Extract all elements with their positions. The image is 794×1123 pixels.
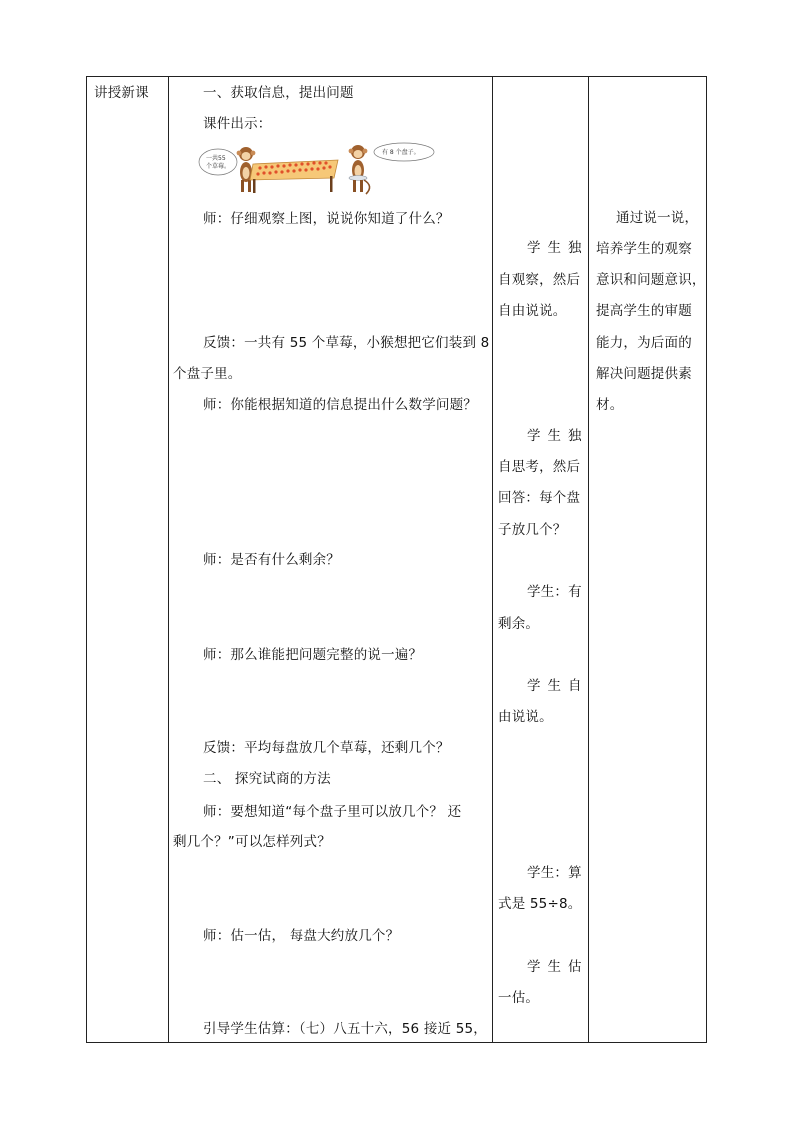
teacher-line-remainder: 师：是否有什么剩余？ bbox=[203, 552, 340, 568]
student-f-line1: 学生估 bbox=[527, 959, 589, 975]
note-line2: 培养学生的观察 bbox=[596, 241, 692, 257]
student-c-line2: 剩余。 bbox=[498, 616, 540, 632]
section-label: 讲授新课 bbox=[94, 85, 149, 101]
heading-get-info: 一、获取信息，提出问题 bbox=[203, 85, 354, 101]
column-divider bbox=[588, 76, 589, 1043]
teacher-line-question: 师：你能根据知道的信息提出什么数学问题？ bbox=[203, 397, 477, 413]
feedback-line-1-cont: 个盘子里。 bbox=[173, 366, 242, 382]
teacher-line-observe: 师：仔细观察上图，说说你知道了什么？ bbox=[203, 211, 450, 227]
column-divider bbox=[168, 76, 169, 1043]
courseware-label: 课件出示： bbox=[203, 116, 272, 132]
teacher-line-repeat: 师：那么谁能把问题完整的说一遍？ bbox=[203, 647, 423, 663]
teacher-line-estimate: 师：估一估， 每盘大约放几个？ bbox=[203, 928, 400, 944]
student-c-line1: 学生：有 bbox=[527, 584, 582, 600]
note-line3: 意识和问题意识， bbox=[596, 272, 706, 288]
student-e-line1: 学生：算 bbox=[527, 865, 582, 881]
teacher-line-equation: 师：要想知道“每个盘子里可以放几个？ 还 bbox=[203, 804, 462, 820]
strawberry-table-icon bbox=[250, 160, 338, 193]
student-b-line4: 子放几个？ bbox=[498, 522, 567, 538]
note-line5: 能力，为后面的 bbox=[596, 335, 692, 351]
note-line7: 材。 bbox=[596, 397, 624, 413]
bubble-left-line2: 个草莓。 bbox=[206, 163, 231, 170]
student-a-line2: 自观察，然后 bbox=[498, 272, 581, 288]
bubble-left-line1: 一共55 bbox=[206, 155, 226, 162]
student-f-line2: 一估。 bbox=[498, 990, 540, 1006]
student-b-line2: 自思考，然后 bbox=[498, 459, 581, 475]
student-a-line3: 自由说说。 bbox=[498, 303, 567, 319]
bubble-right-text: 有 8 个盘子。 bbox=[382, 149, 420, 156]
feedback-line-1: 反馈：一共有 55 个草莓，小猴想把它们装到 8 bbox=[203, 335, 490, 351]
student-b-line3: 回答：每个盘 bbox=[498, 490, 581, 506]
note-line6: 解决问题提供素 bbox=[596, 366, 692, 382]
student-e-line2: 式是 55÷8。 bbox=[498, 896, 582, 912]
note-line1: 通过说一说， bbox=[616, 210, 699, 226]
monkeys-strawberry-illustration bbox=[198, 140, 438, 198]
heading-explore: 二、 探究试商的方法 bbox=[203, 771, 331, 787]
monkey-right-icon bbox=[349, 145, 370, 194]
column-divider bbox=[492, 76, 493, 1043]
guide-estimate-line: 引导学生估算：（七）八五十六，56 接近 55， bbox=[203, 1021, 487, 1037]
feedback-line-2: 反馈：平均每盘放几个草莓，还剩几个？ bbox=[203, 740, 450, 756]
teacher-line-equation-cont: 剩几个？”可以怎样列式？ bbox=[173, 834, 331, 850]
student-d-line2: 由说说。 bbox=[498, 709, 553, 725]
student-d-line1: 学生自 bbox=[527, 678, 589, 694]
student-a-line1: 学生独 bbox=[527, 240, 589, 256]
note-line4: 提高学生的审题 bbox=[596, 303, 692, 319]
student-b-line1: 学生独 bbox=[527, 428, 589, 444]
